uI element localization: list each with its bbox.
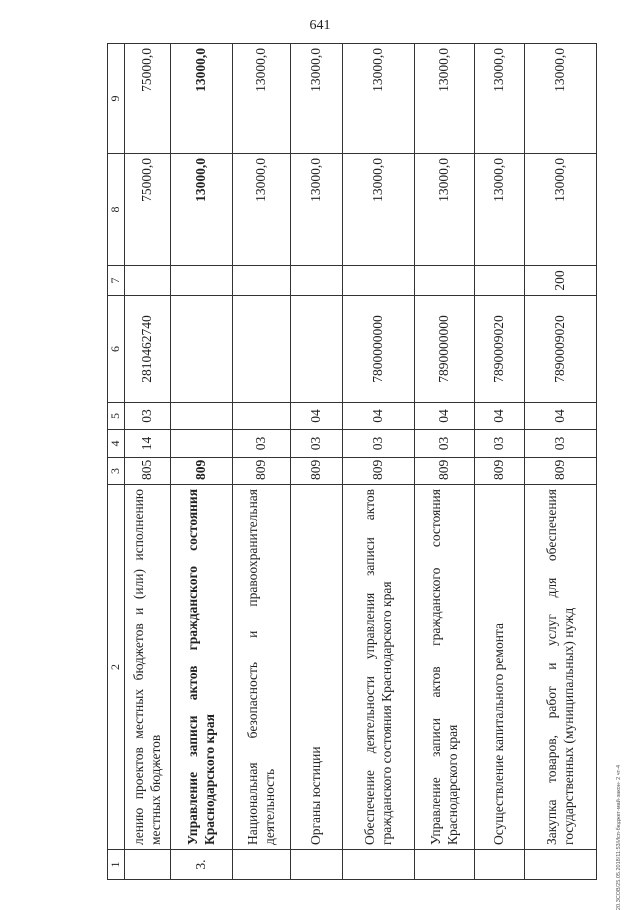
target-article-cell: 7800000000 [342, 296, 414, 403]
amount-total-cell: 13000,0 [524, 44, 596, 154]
row-number-cell [474, 850, 524, 880]
expense-type-cell [124, 266, 170, 296]
row-name-cell: Управление записи актов гражданского состояния Краснодарского края [414, 485, 474, 850]
amount-cell: 13000,0 [290, 154, 342, 266]
target-article-cell: 2810462740 [124, 296, 170, 403]
subsection-code-cell: 04 [474, 403, 524, 430]
row-name-cell: Закупка товаров, работ и услуг для обеспечения государственных (муниципальных) нужд [524, 485, 596, 850]
ministry-code-cell: 809 [414, 458, 474, 485]
table-row [414, 44, 474, 880]
amount-cell: 75000,0 [124, 154, 170, 266]
header-cell: 5 [108, 403, 125, 430]
amount-total-cell: 13000,0 [414, 44, 474, 154]
header-cell: 2 [108, 485, 125, 850]
row-name-cell: Обеспечение деятельности управления записи актов гражданского состояния Краснодарского края [342, 485, 414, 850]
target-article-cell: 7890000000 [414, 296, 474, 403]
amount-total-cell: 13000,0 [474, 44, 524, 154]
target-article-cell [290, 296, 342, 403]
row-number-cell [290, 850, 342, 880]
header-cell: 4 [108, 430, 125, 458]
page-number: 641 [309, 18, 331, 33]
target-article-cell [232, 296, 290, 403]
section-code-cell: 14 [124, 430, 170, 458]
amount-total-cell: 75000,0 [124, 44, 170, 154]
amount-cell: 13000,0 [170, 154, 232, 266]
row-name-cell: Национальная безопасность и правоохранительная деятельность [232, 485, 290, 850]
table-row [342, 44, 414, 880]
footer-note: 20.ЗСОВ/25.05.2018/11:53/Исп-бюджет-май-закон- 2 чт-4 [616, 765, 622, 910]
expense-type-cell: 200 [524, 266, 596, 296]
amount-cell: 13000,0 [342, 154, 414, 266]
ministry-code-cell: 809 [342, 458, 414, 485]
ministry-code-cell: 809 [170, 458, 232, 485]
row-number-cell: 3. [170, 850, 232, 880]
amount-total-cell: 13000,0 [290, 44, 342, 154]
amount-cell: 13000,0 [524, 154, 596, 266]
target-article-cell [170, 296, 232, 403]
subsection-code-cell [170, 403, 232, 430]
row-number-cell [524, 850, 596, 880]
row-number-cell [232, 850, 290, 880]
header-cell: 6 [108, 296, 125, 403]
expense-type-cell [170, 266, 232, 296]
header-cell: 1 [108, 850, 125, 880]
section-code-cell: 03 [232, 430, 290, 458]
subsection-code-cell: 03 [124, 403, 170, 430]
expense-type-cell [290, 266, 342, 296]
header-cell: 7 [108, 266, 125, 296]
row-number-cell [414, 850, 474, 880]
table-row [232, 44, 290, 880]
row-name-cell: Осуществление капитального ремонта [474, 485, 524, 850]
ministry-code-cell: 809 [290, 458, 342, 485]
table-row [170, 44, 232, 880]
subsection-code-cell [232, 403, 290, 430]
header-cell: 9 [108, 44, 125, 154]
section-code-cell: 03 [474, 430, 524, 458]
amount-cell: 13000,0 [474, 154, 524, 266]
ministry-code-cell: 809 [232, 458, 290, 485]
ministry-code-cell: 809 [524, 458, 596, 485]
amount-total-cell: 13000,0 [342, 44, 414, 154]
subsection-code-cell: 04 [290, 403, 342, 430]
amount-cell: 13000,0 [414, 154, 474, 266]
target-article-cell: 7890009020 [524, 296, 596, 403]
section-code-cell: 03 [290, 430, 342, 458]
row-name-cell: Органы юстиции [290, 485, 342, 850]
budget-table [107, 43, 597, 880]
rotated-table-area [107, 44, 595, 880]
amount-total-cell: 13000,0 [170, 44, 232, 154]
expense-type-cell [232, 266, 290, 296]
expense-type-cell [474, 266, 524, 296]
row-name-cell: Управление записи актов гражданского состояния Краснодарского края [170, 485, 232, 850]
section-code-cell: 03 [414, 430, 474, 458]
header-cell: 3 [108, 458, 125, 485]
subsection-code-cell: 04 [524, 403, 596, 430]
table-header-row [108, 44, 125, 880]
rotated-table-frame [107, 44, 595, 880]
amount-total-cell: 13000,0 [232, 44, 290, 154]
table-row [524, 44, 596, 880]
amount-cell: 13000,0 [232, 154, 290, 266]
row-number-cell [124, 850, 170, 880]
section-code-cell: 03 [342, 430, 414, 458]
table-body [124, 44, 596, 880]
row-number-cell [342, 850, 414, 880]
subsection-code-cell: 04 [342, 403, 414, 430]
section-code-cell: 03 [524, 430, 596, 458]
header-cell: 8 [108, 154, 125, 266]
ministry-code-cell: 809 [474, 458, 524, 485]
expense-type-cell [414, 266, 474, 296]
section-code-cell [170, 430, 232, 458]
ministry-code-cell: 805 [124, 458, 170, 485]
row-name-cell: лению проектов местных бюджетов и (или) исполнению местных бюджетов [124, 485, 170, 850]
subsection-code-cell: 04 [414, 403, 474, 430]
table-row [124, 44, 170, 880]
table-row [474, 44, 524, 880]
expense-type-cell [342, 266, 414, 296]
table-row [290, 44, 342, 880]
target-article-cell: 7890009020 [474, 296, 524, 403]
